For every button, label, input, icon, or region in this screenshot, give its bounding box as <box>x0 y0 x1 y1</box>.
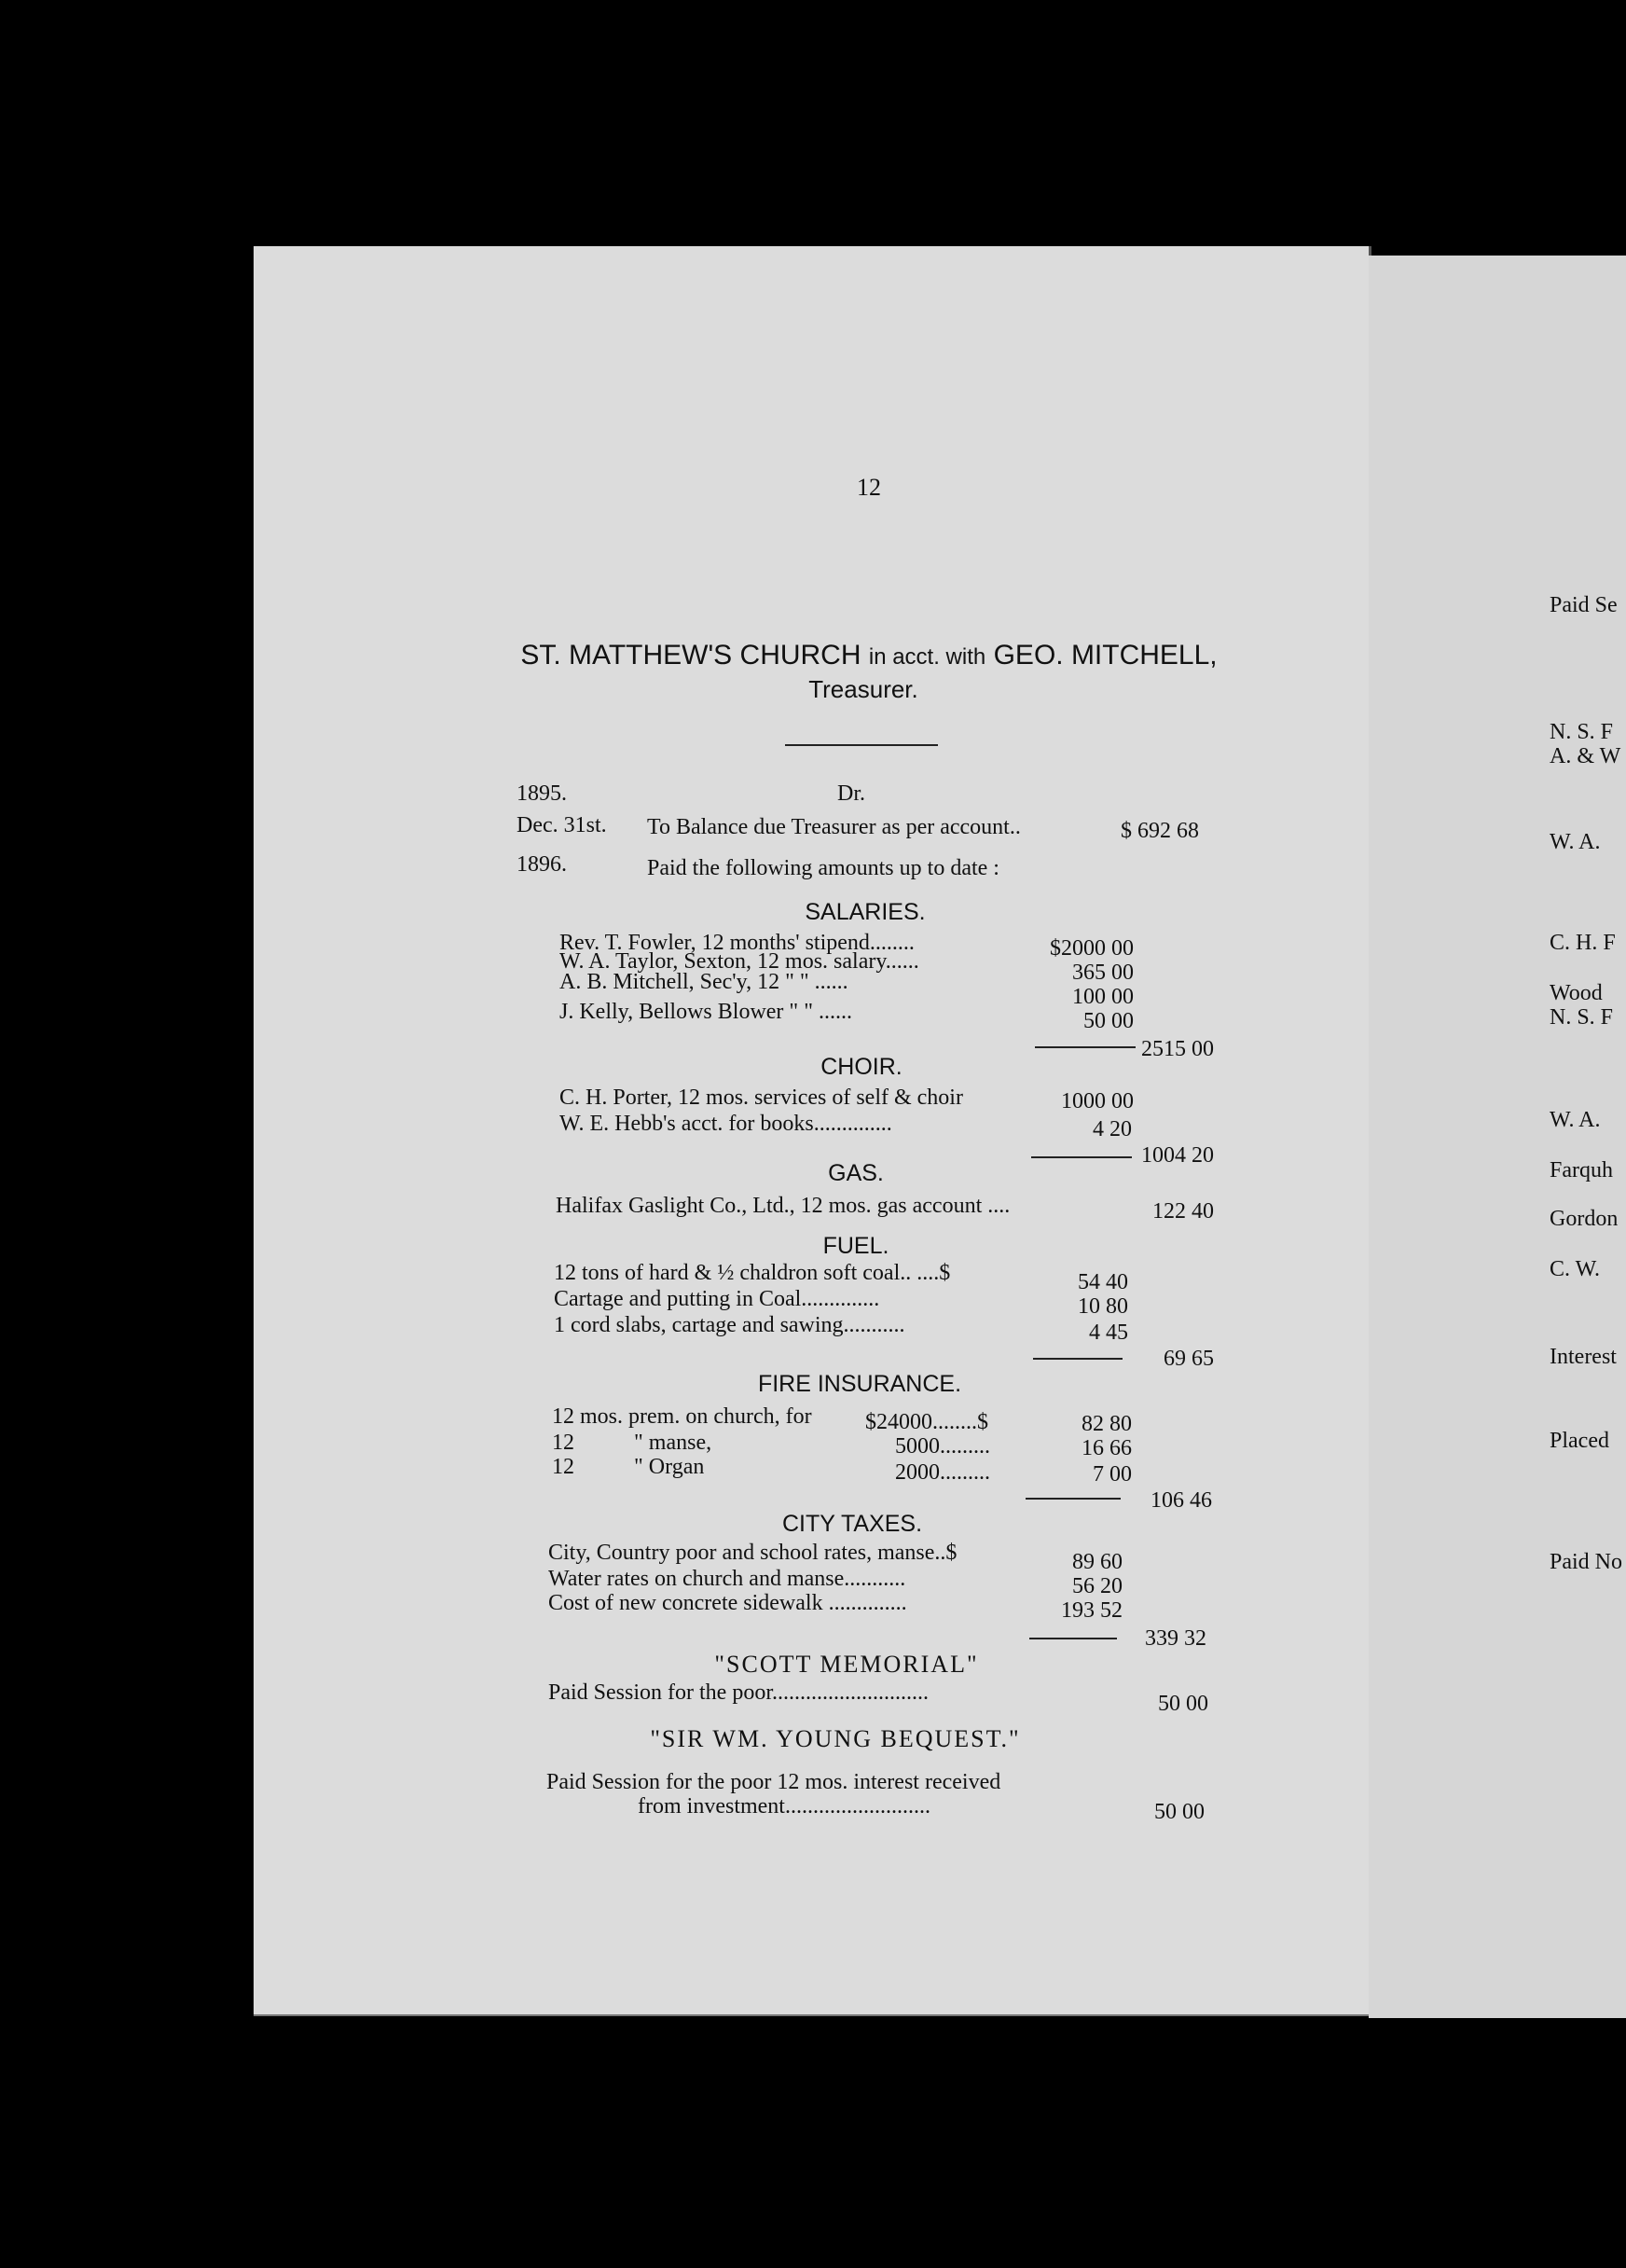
heading-treasurer-name: GEO. MITCHELL, <box>993 640 1218 671</box>
fuel-heading: FUEL. <box>822 1233 889 1259</box>
fuel-amount-3: 4 45 <box>1089 1321 1128 1345</box>
salary-item-1: Rev. T. Fowler, 12 months' stipend........ <box>559 931 915 955</box>
insurance-amount-2: 16 66 <box>1082 1436 1132 1460</box>
gas-heading: GAS. <box>828 1160 884 1186</box>
salary-amount-1: $2000 00 <box>1050 936 1134 961</box>
heading-church: ST. MATTHEW'S CHURCH <box>520 640 861 671</box>
facing-line-3: A. & W <box>1550 744 1621 768</box>
choir-heading: CHOIR. <box>820 1054 903 1080</box>
tax-item-1: City, Country poor and school rates, manse..$ <box>548 1541 958 1565</box>
fuel-amount-2: 10 80 <box>1078 1294 1128 1319</box>
facing-line-7: N. S. F <box>1550 1005 1614 1030</box>
salary-amount-2: 365 00 <box>1072 961 1134 985</box>
insurance-item-2-sum: 5000......... <box>895 1434 990 1459</box>
tax-amount-3: 193 52 <box>1061 1598 1123 1623</box>
balance-description: To Balance due Treasurer as per account.. <box>647 815 1021 839</box>
year-1896: 1896. <box>517 852 567 877</box>
choir-item-1: C. H. Porter, 12 mos. services of self & choir <box>559 1086 963 1110</box>
insurance-item-3-label: 12 <box>552 1455 574 1479</box>
heading-rule <box>785 744 938 746</box>
insurance-amount-1: 82 80 <box>1082 1412 1132 1436</box>
scott-memorial-item: Paid Session for the poor............................ <box>548 1680 929 1705</box>
taxes-total: 339 32 <box>1145 1626 1206 1651</box>
facing-line-4: W. A. <box>1550 830 1601 854</box>
facing-line-12: Interest <box>1550 1345 1617 1369</box>
fuel-amount-1: 54 40 <box>1078 1270 1128 1294</box>
young-bequest-item-line1: Paid Session for the poor 12 mos. interest received <box>546 1770 1001 1794</box>
scott-memorial-heading: "SCOTT MEMORIAL" <box>714 1651 979 1678</box>
insurance-item-2-desc: " manse, <box>634 1431 712 1455</box>
facing-line-2: N. S. F <box>1550 720 1614 744</box>
facing-line-9: Farquh <box>1550 1158 1613 1182</box>
heading-treasurer-title: Treasurer. <box>808 675 918 703</box>
salary-item-2: W. A. Taylor, Sexton, 12 mos. salary...... <box>559 949 919 974</box>
account-heading <box>520 640 1217 671</box>
date-dec-31: Dec. 31st. <box>517 813 607 837</box>
facing-line-11: C. W. <box>1550 1257 1601 1281</box>
balance-amount: $ 692 68 <box>1121 819 1199 843</box>
insurance-item-3-desc: " Organ <box>634 1455 705 1479</box>
facing-line-1: Paid Se <box>1550 593 1618 617</box>
facing-line-8: W. A. <box>1550 1108 1601 1132</box>
choir-amount-2: 4 20 <box>1093 1117 1132 1141</box>
tax-item-3: Cost of new concrete sidewalk .............. <box>548 1591 907 1615</box>
tax-amount-2: 56 20 <box>1072 1574 1123 1598</box>
salaries-total: 2515 00 <box>1141 1037 1214 1061</box>
scott-memorial-amount: 50 00 <box>1158 1692 1208 1716</box>
young-bequest-heading: "SIR WM. YOUNG BEQUEST." <box>650 1725 1021 1752</box>
fuel-total: 69 65 <box>1164 1347 1214 1371</box>
fuel-rule <box>1033 1358 1123 1360</box>
salary-item-3: A. B. Mitchell, Sec'y, 12 " " ...... <box>559 970 848 994</box>
insurance-item-1-sum: $24000........$ <box>865 1410 988 1434</box>
choir-total: 1004 20 <box>1141 1143 1214 1168</box>
facing-line-13: Placed <box>1550 1429 1609 1453</box>
insurance-item-2-label: 12 <box>552 1431 574 1455</box>
salaries-rule <box>1035 1046 1136 1048</box>
heading-connector: in acct. with <box>868 644 986 670</box>
facing-line-10: Gordon <box>1550 1207 1619 1231</box>
insurance-item-3-sum: 2000......... <box>895 1460 990 1485</box>
facing-line-6: Wood <box>1550 981 1603 1005</box>
choir-rule <box>1031 1156 1132 1158</box>
facing-page <box>1369 256 1626 2018</box>
gas-item: Halifax Gaslight Co., Ltd., 12 mos. gas account .... <box>556 1194 1011 1218</box>
choir-amount-1: 1000 00 <box>1061 1089 1134 1113</box>
fuel-item-1: 12 tons of hard & ½ chaldron soft coal.. ....$ <box>554 1261 951 1285</box>
page-number: 12 <box>857 474 881 501</box>
fuel-item-2: Cartage and putting in Coal.............. <box>554 1287 880 1311</box>
young-bequest-amount: 50 00 <box>1154 1800 1205 1824</box>
debit-label: Dr. <box>837 781 865 806</box>
year-1895: 1895. <box>517 781 567 806</box>
tax-item-2: Water rates on church and manse........... <box>548 1567 906 1591</box>
insurance-item-1-label: 12 mos. prem. on church, for <box>552 1404 812 1429</box>
choir-item-2: W. E. Hebb's acct. for books.............. <box>559 1112 892 1136</box>
salaries-heading: SALARIES. <box>805 899 926 925</box>
fuel-item-3: 1 cord slabs, cartage and sawing........... <box>554 1313 905 1337</box>
gas-amount: 122 40 <box>1152 1199 1214 1224</box>
salary-item-4: J. Kelly, Bellows Blower " " ...... <box>559 1000 853 1024</box>
insurance-amount-3: 7 00 <box>1093 1462 1132 1487</box>
salary-amount-4: 50 00 <box>1083 1009 1134 1033</box>
facing-line-5: C. H. F <box>1550 931 1616 955</box>
taxes-rule <box>1029 1638 1117 1639</box>
city-taxes-heading: CITY TAXES. <box>781 1511 923 1537</box>
facing-line-14: Paid No <box>1550 1550 1622 1574</box>
paid-intro: Paid the following amounts up to date : <box>647 856 999 880</box>
salary-amount-3: 100 00 <box>1072 985 1134 1009</box>
insurance-rule <box>1026 1498 1121 1500</box>
tax-amount-1: 89 60 <box>1072 1550 1123 1574</box>
insurance-total: 106 46 <box>1151 1488 1212 1513</box>
fire-insurance-heading: FIRE INSURANCE. <box>757 1371 962 1397</box>
young-bequest-item-line2: from investment.......................... <box>638 1794 930 1819</box>
